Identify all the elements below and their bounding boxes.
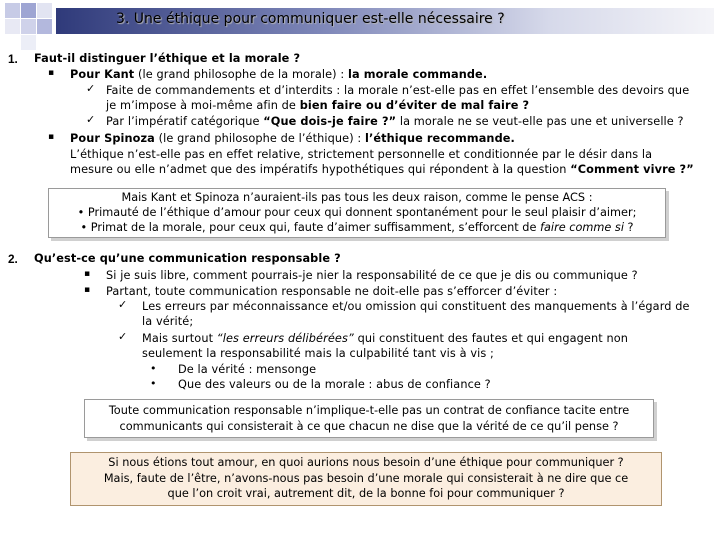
box3-line-3: que l’on croit vrai, autrement dit, de la bonne foi pour communiquer ? bbox=[167, 487, 565, 500]
section2-check-2-a: Mais surtout bbox=[142, 332, 217, 345]
check-icon: ✓ bbox=[118, 298, 128, 311]
section2-bullet-1: Si je suis libre, comment pourrais-je nier la responsabilité de ce que je dis ou communique ? bbox=[106, 269, 638, 282]
check-icon: ✓ bbox=[118, 330, 128, 343]
dot-bullet-icon: • bbox=[150, 362, 157, 375]
kant-point-1-text: je m’impose à moi-même afin de bbox=[106, 99, 300, 112]
section2-check-2-c: qui constituent des fautes et qui engagent non bbox=[353, 332, 628, 345]
kant-line bbox=[70, 67, 487, 82]
kant-point-1-cont bbox=[106, 98, 529, 113]
section-number: 2. bbox=[8, 252, 18, 266]
box1-line-3 bbox=[48, 220, 666, 235]
square-bullet-icon: ▪ bbox=[48, 68, 55, 78]
section2-check-2 bbox=[142, 331, 628, 346]
decor-square bbox=[5, 19, 20, 34]
section-number: 1. bbox=[8, 52, 18, 66]
spinoza-name: Pour Spinoza bbox=[70, 132, 155, 145]
box1-line-3-c: ? bbox=[623, 221, 634, 234]
square-bullet-icon: ▪ bbox=[84, 269, 91, 279]
section2-check-2-cont: seulement la responsabilité mais la culpabilité tant vis à vis ; bbox=[142, 347, 494, 360]
section2-sub-1: De la vérité : mensonge bbox=[178, 363, 317, 376]
section2-check-1-cont: la vérité; bbox=[142, 315, 194, 328]
section2-sub-2: Que des valeurs ou de la morale : abus de confiance ? bbox=[178, 378, 491, 391]
spinoza-question: “Comment vivre ?” bbox=[570, 163, 694, 176]
kant-point-2-quote: “Que dois-je faire ?” bbox=[263, 115, 397, 128]
box3-line-1: Si nous étions tout amour, en quoi aurions nous besoin d’une éthique pour communiquer ? bbox=[108, 456, 624, 469]
spinoza-line-3-text: mesure ou elle n’admet que des impératifs hypothétiques qui répondent à la question bbox=[70, 163, 571, 176]
page-title: 3. Une éthique pour communiquer est-elle nécessaire ? bbox=[116, 11, 505, 27]
decor-square bbox=[21, 3, 36, 18]
box1-line-1: Mais Kant et Spinoza n’auraient-ils pas tous les deux raison, comme le pense ACS : bbox=[121, 191, 593, 204]
section2-bullet-2: Partant, toute communication responsable ne doit-elle pas s’efforcer d’éviter : bbox=[106, 285, 558, 298]
kant-desc: (le grand philosophe de la morale) : bbox=[134, 68, 348, 81]
kant-point-2-c: la morale ne se veut-elle pas une et universelle ? bbox=[396, 115, 684, 128]
spinoza-line bbox=[70, 131, 515, 146]
decor-square bbox=[37, 19, 52, 34]
square-bullet-icon: ▪ bbox=[48, 132, 55, 142]
box2-line-2: communicants qui consisterait à ce que chacun ne dise que la vérité de ce qu’il pense ? bbox=[119, 420, 619, 433]
box3-line-2: Mais, faute de l’être, n’avons-nous pas besoin d’une morale qui consisterait à ne dire que ce bbox=[103, 472, 629, 485]
box1-line-3-italic: faire comme si bbox=[540, 221, 624, 234]
spinoza-desc: (le grand philosophe de l’éthique) : bbox=[154, 132, 366, 145]
section-heading: Qu’est-ce qu’une communication responsable ? bbox=[34, 252, 341, 265]
kant-point-1: Faite de commandements et d’interdits : la morale n’est-elle pas en effet l’ensemble des devoirs que bbox=[106, 84, 690, 97]
kant-point-2-a: Par l’impératif catégorique bbox=[106, 115, 264, 128]
check-icon: ✓ bbox=[86, 113, 96, 126]
kant-conclusion: la morale commande. bbox=[347, 68, 488, 81]
box2-line-1: Toute communication responsable n’implique-t-elle pas un contrat de confiance tacite entre bbox=[108, 404, 630, 417]
section2-check-2-italic: “les erreurs délibérées” bbox=[216, 332, 354, 345]
box1-line-3-a: • Primat de la morale, pour ceux qui, faute d’aimer suffisamment, s’efforcent de bbox=[80, 221, 541, 234]
decor-square bbox=[5, 3, 20, 18]
decor-square bbox=[21, 35, 36, 50]
kant-point-1-bold: bien faire ou d’éviter de mal faire ? bbox=[299, 99, 530, 112]
kant-name: Pour Kant bbox=[70, 68, 135, 81]
dot-bullet-icon: • bbox=[150, 377, 157, 390]
box1-line-2: • Primauté de l’éthique d’amour pour ceux qui donnent spontanément pour le seul plaisir d’aimer; bbox=[77, 206, 637, 219]
decor-square bbox=[37, 3, 52, 18]
spinoza-line-2: L’éthique n’est-elle pas en effet relative, strictement personnelle et conditionnée par le désir dans la bbox=[70, 148, 653, 161]
kant-point-2 bbox=[106, 114, 684, 129]
spinoza-line-3 bbox=[70, 162, 694, 177]
decor-square bbox=[21, 19, 36, 34]
square-bullet-icon: ▪ bbox=[84, 285, 91, 295]
check-icon: ✓ bbox=[86, 82, 96, 95]
section2-check-1: Les erreurs par méconnaissance et/ou omission qui constituent des manquements à l’égard de bbox=[142, 300, 690, 313]
section-heading: Faut-il distinguer l’éthique et la morale ? bbox=[34, 52, 301, 65]
spinoza-conclusion: l’éthique recommande. bbox=[365, 132, 515, 145]
